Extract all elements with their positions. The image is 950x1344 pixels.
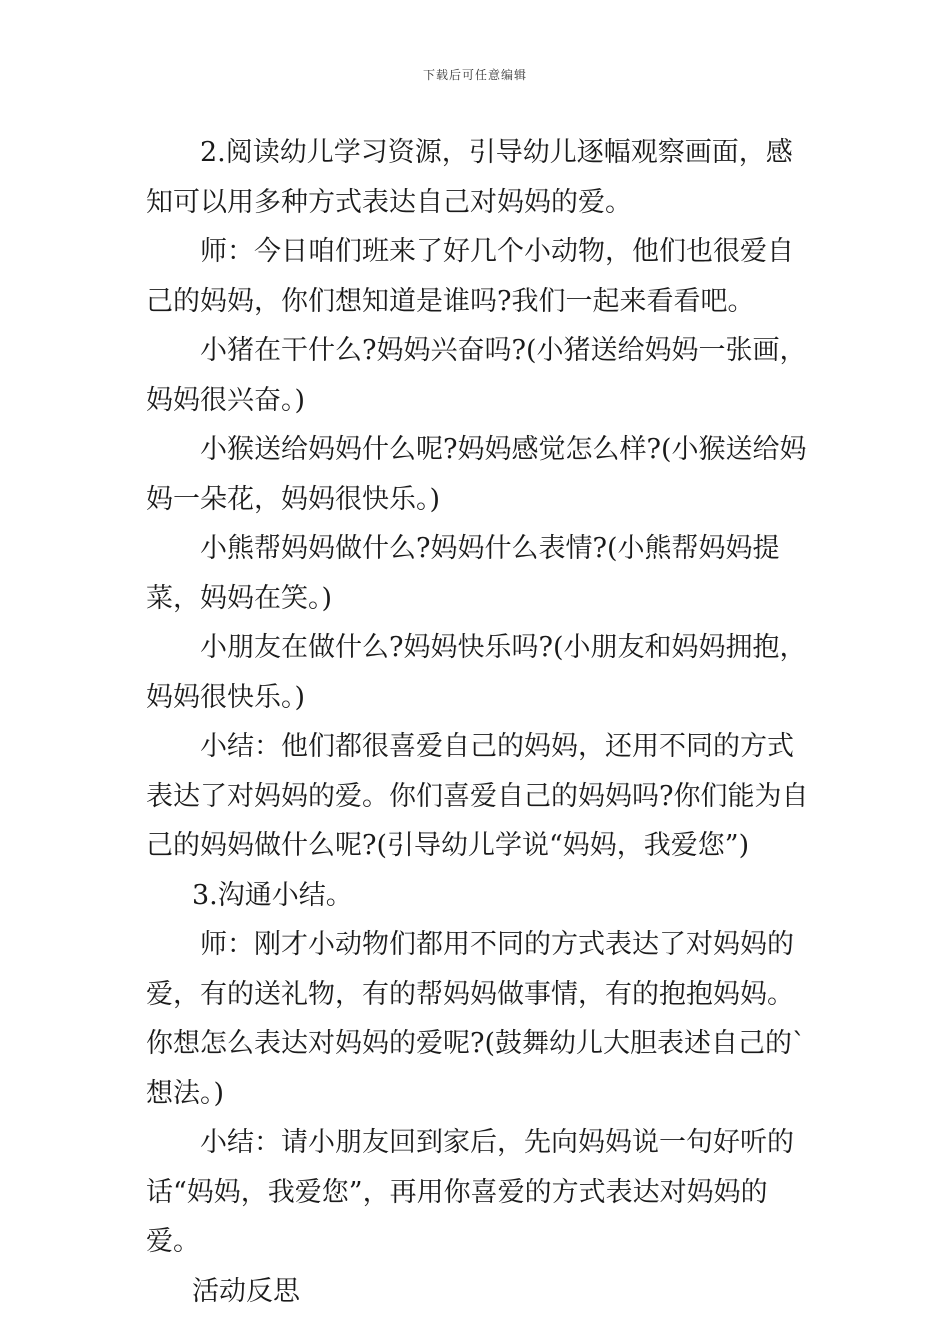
paragraph-child: 小朋友在做什么?妈妈快乐吗?(小朋友和妈妈拥抱，妈妈很快乐。) xyxy=(146,632,807,713)
paragraph-teacher-intro: 师：今日咱们班来了好几个小动物，他们也很爱自己的妈妈，你们想知道是谁吗?我们一起来看看吧。 xyxy=(146,236,794,317)
page-header: 下载后可任意编辑 xyxy=(422,68,527,82)
paragraph-step-3: 3.沟通小结。 xyxy=(192,879,353,911)
paragraph-reflection-heading: 活动反思 xyxy=(192,1275,300,1307)
paragraph-summary-2: 小结：请小朋友回到家后，先向妈妈说一句好听的话“妈妈，我爱您”，再用你喜爱的方式表达对妈妈的爱。 xyxy=(146,1127,794,1257)
paragraph-monkey: 小猴送给妈妈什么呢?妈妈感觉怎么样?(小猴送给妈妈一朵花，妈妈很快乐。) xyxy=(146,434,807,515)
paragraph-summary-1: 小结：他们都很喜爱自己的妈妈，还用不同的方式表达了对妈妈的爱。你们喜爱自己的妈妈吗?你们能为自己的妈妈做什么呢?(引导幼儿学说“妈妈，我爱您”) xyxy=(146,731,809,861)
paragraph-piglet: 小猪在干什么?妈妈兴奋吗?(小猪送给妈妈一张画，妈妈很兴奋。) xyxy=(146,335,807,416)
document-body xyxy=(146,128,816,1316)
paragraph-teacher-summary: 师：刚才小动物们都用不同的方式表达了对妈妈的爱，有的送礼物，有的帮妈妈做事情，有的抱抱妈妈。你想怎么表达对妈妈的爱呢?(鼓舞幼儿大胆表述自己的`想法。) xyxy=(146,929,806,1109)
paragraph-bear: 小熊帮妈妈做什么?妈妈什么表情?(小熊帮妈妈提菜，妈妈在笑。) xyxy=(146,533,780,614)
paragraph-step-2: 2.阅读幼儿学习资源，引导幼儿逐幅观察画面，感知可以用多种方式表达自己对妈妈的爱。 xyxy=(146,137,793,218)
